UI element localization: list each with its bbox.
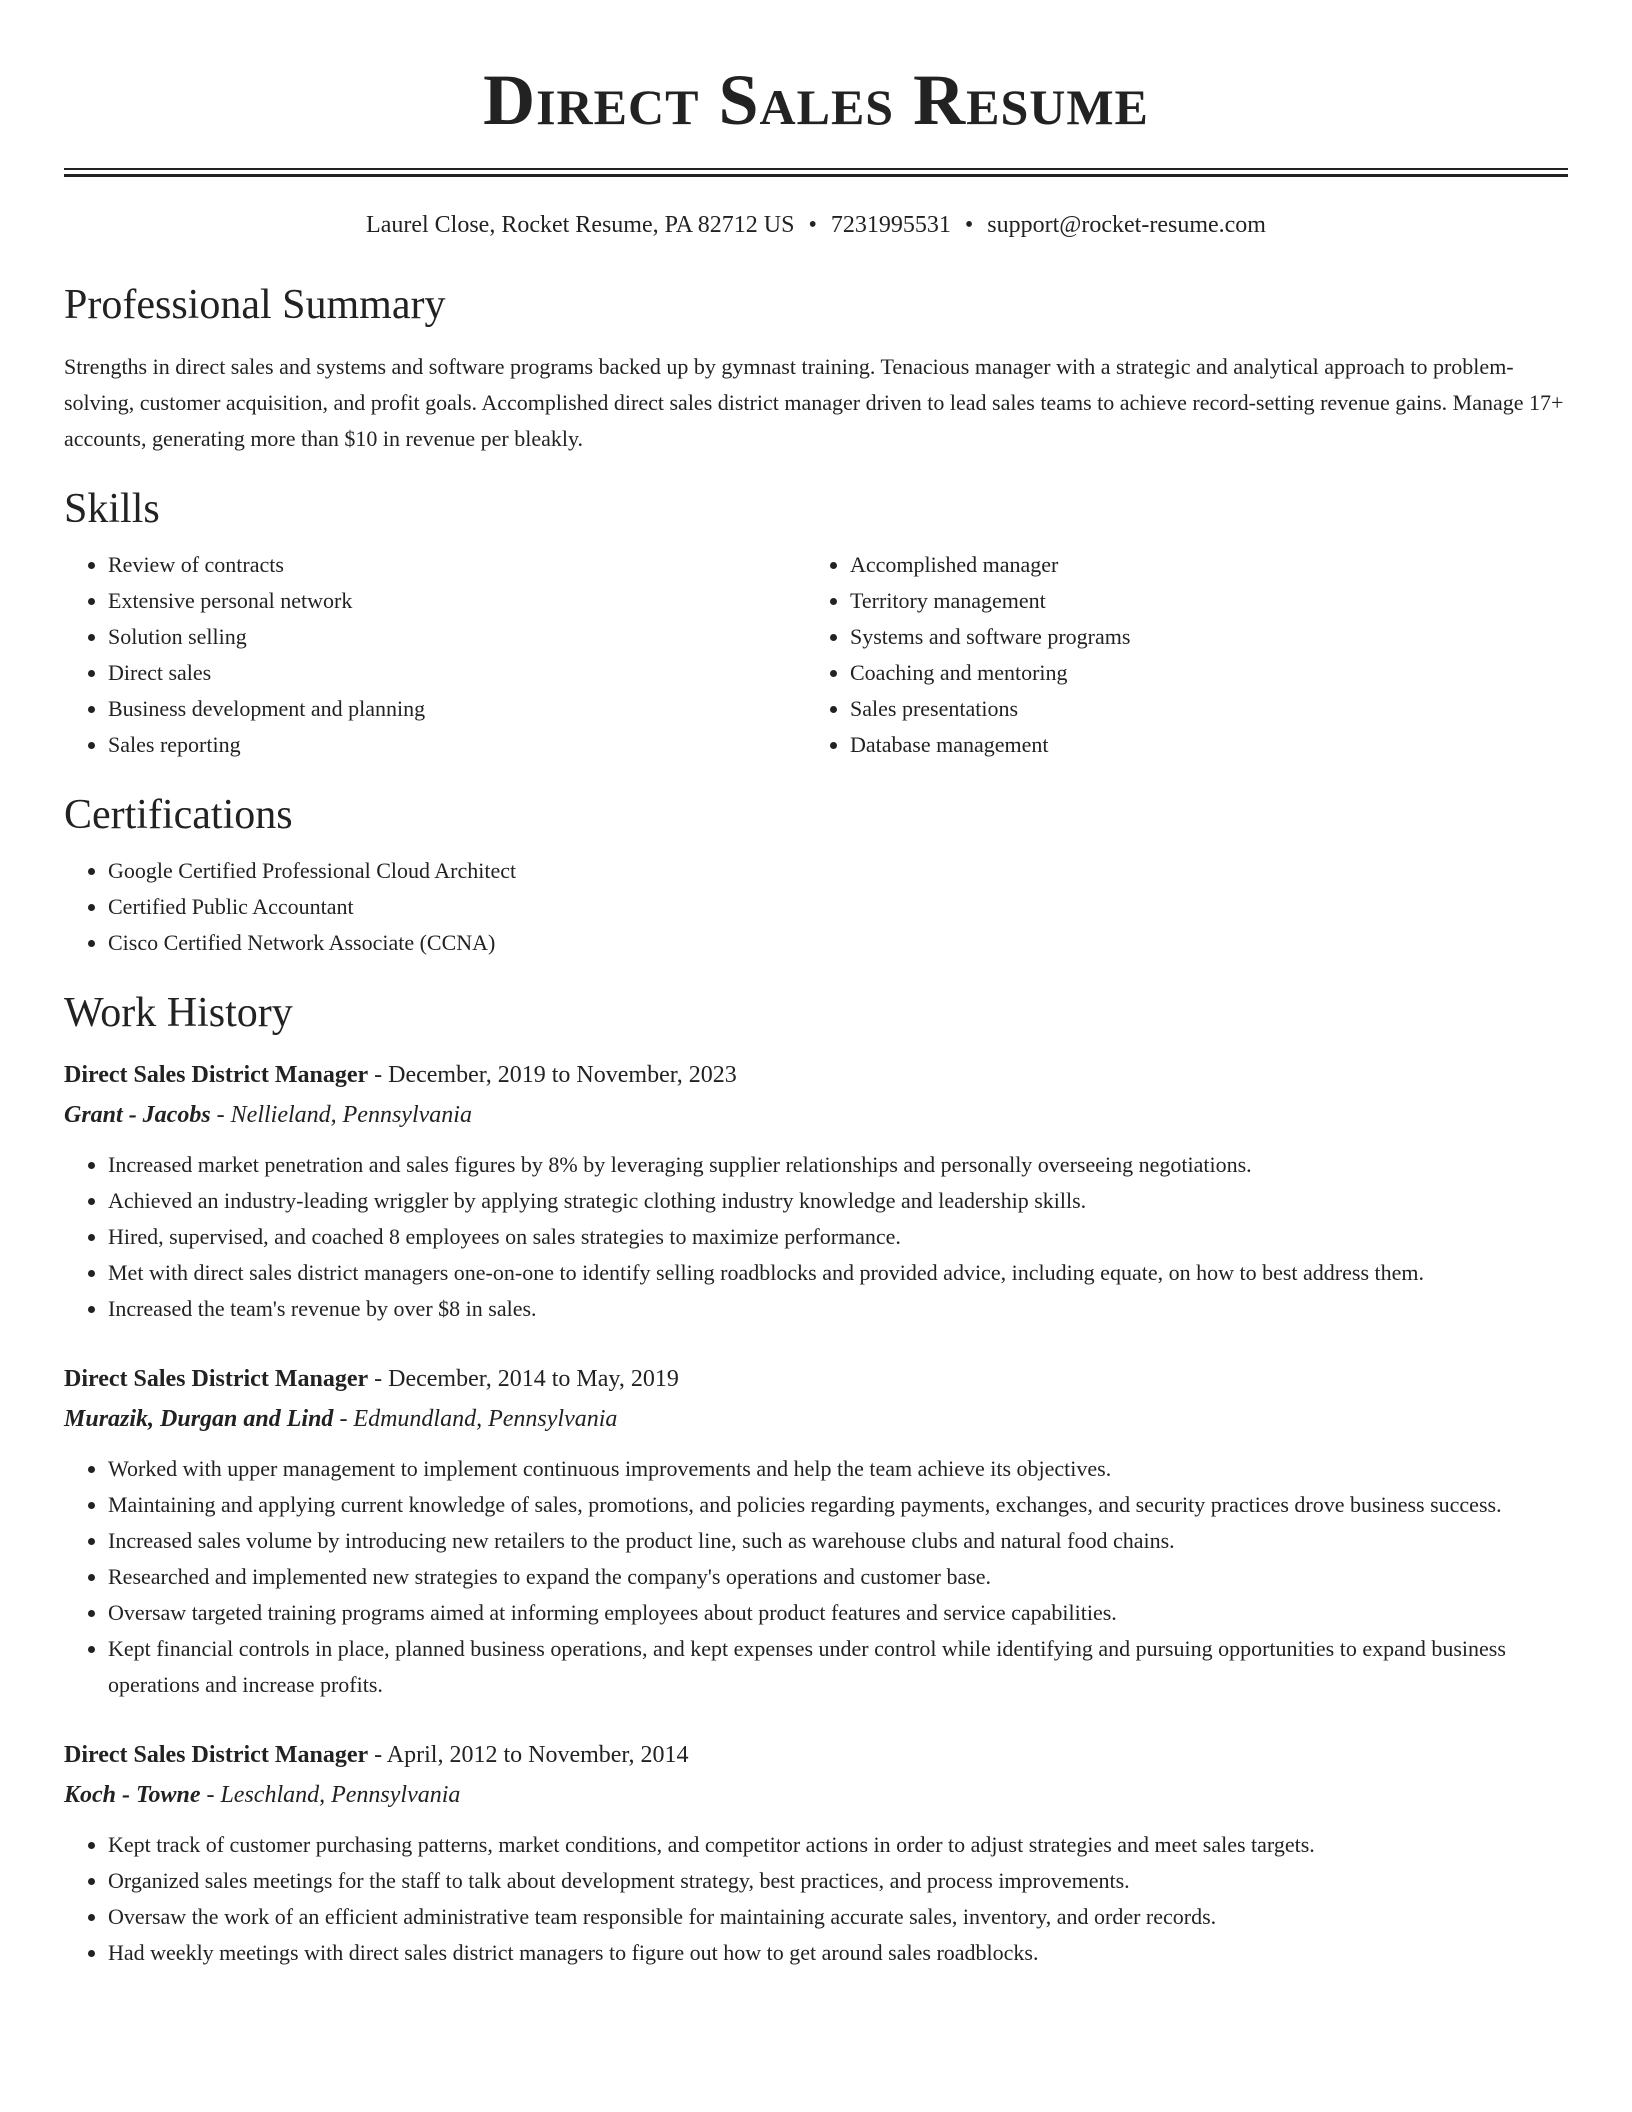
skill-item: • Review of contracts <box>108 547 806 583</box>
contact-separator: • <box>964 212 974 238</box>
job-dates: - December, 2014 to May, 2019 <box>368 1366 679 1392</box>
job-bullet: • Oversaw the work of an efficient administrative team responsible for maintaining accurate sales, inventory, and order records. <box>108 1899 1568 1935</box>
title-double-rule <box>64 168 1568 177</box>
contact-line <box>64 209 1568 241</box>
job-bullets <box>64 1451 1568 1703</box>
job-bullet: • Hired, supervised, and coached 8 employees on sales strategies to maximize performance. <box>108 1219 1568 1255</box>
skill-item: • Direct sales <box>108 655 806 691</box>
skill-item: • Sales presentations <box>850 691 1550 727</box>
job-company-line <box>64 1399 1568 1439</box>
skills-section <box>64 483 1568 763</box>
resume-page <box>64 0 1568 1971</box>
job-dates: - April, 2012 to November, 2014 <box>368 1742 689 1768</box>
job-bullet: • Maintaining and applying current knowledge of sales, promotions, and policies regarding payments, exchanges, and security practices drove business success. <box>108 1487 1568 1523</box>
job-location: - Nellieland, Pennsylvania <box>210 1102 472 1128</box>
work-history-section <box>64 987 1568 1971</box>
job-title: Direct Sales District Manager <box>64 1366 369 1392</box>
skills-list-right <box>806 547 1550 763</box>
job-bullet: • Worked with upper management to implement continuous improvements and help the team achieve its objectives. <box>108 1451 1568 1487</box>
job-title-line <box>64 1055 1568 1095</box>
job-title-line <box>64 1735 1568 1775</box>
job-bullets <box>64 1147 1568 1327</box>
summary-text: Strengths in direct sales and systems and software programs backed up by gymnast training. Tenacious manager with a strategic and analytical approach to problem-solving, customer acquisition, and profit goals. Accomplished direct sales district manager driven to lead sales teams to achieve record-setting revenue gains. Manage 17+ accounts, generating more than $10 in revenue per bleakly. <box>64 354 1564 451</box>
skill-item: • Business development and planning <box>108 691 806 727</box>
job-bullet: • Increased market penetration and sales figures by 8% by leveraging supplier relationships and personally overseeing negotiations. <box>108 1147 1568 1183</box>
job-bullet: • Oversaw targeted training programs aimed at informing employees about product features and service capabilities. <box>108 1595 1568 1631</box>
job-company-line <box>64 1775 1568 1815</box>
job-bullet: • Researched and implemented new strategies to expand the company's operations and customer base. <box>108 1559 1568 1595</box>
job-bullet: • Had weekly meetings with direct sales district managers to figure out how to get around sales roadblocks. <box>108 1935 1568 1971</box>
skill-item: • Coaching and mentoring <box>850 655 1550 691</box>
job-title: Direct Sales District Manager <box>64 1062 369 1088</box>
contact-address: Laurel Close, Rocket Resume, PA 82712 US <box>366 212 795 238</box>
certification-item: • Certified Public Accountant <box>108 889 1568 925</box>
job-bullet: • Kept financial controls in place, planned business operations, and kept expenses under control while identifying and pursuing opportunities to expand business operations and increase profits. <box>108 1631 1568 1703</box>
job-company-line <box>64 1095 1568 1135</box>
job-bullet: • Increased the team's revenue by over $8 in sales. <box>108 1291 1568 1327</box>
job-bullets <box>64 1827 1568 1971</box>
contact-separator: • <box>808 212 817 238</box>
job-bullet: • Kept track of customer purchasing patterns, market conditions, and competitor actions in order to adjust strategies and meet sales targets. <box>108 1827 1568 1863</box>
job-company: Murazik, Durgan and Lind <box>64 1406 334 1432</box>
job-bullet: • Increased sales volume by introducing new retailers to the product line, such as warehouse clubs and natural food chains. <box>108 1523 1568 1559</box>
job-entry <box>64 1735 1568 1971</box>
job-bullet: • Met with direct sales district managers one-on-one to identify selling roadblocks and provided advice, including equate, on how to best address them. <box>108 1255 1568 1291</box>
skill-item: • Territory management <box>850 583 1550 619</box>
certifications-list <box>64 853 1568 961</box>
job-company: Grant - Jacobs <box>64 1102 211 1128</box>
certifications-heading: Certifications <box>64 792 293 838</box>
summary-section <box>64 279 1568 457</box>
skills-columns <box>64 535 1568 763</box>
summary-heading: Professional Summary <box>64 282 446 328</box>
job-entry <box>64 1055 1568 1327</box>
contact-phone: 7231995531 <box>830 212 951 238</box>
job-entry <box>64 1359 1568 1703</box>
skills-heading: Skills <box>64 486 160 532</box>
resume-title: Direct Sales Resume <box>483 60 1149 140</box>
job-company: Koch - Towne <box>64 1782 201 1808</box>
skills-list-left <box>64 547 806 763</box>
job-title: Direct Sales District Manager <box>64 1742 369 1768</box>
contact-email: support@rocket-resume.com <box>987 212 1266 238</box>
job-bullet: • Organized sales meetings for the staff to talk about development strategy, best practices, and process improvements. <box>108 1863 1568 1899</box>
work-history-heading: Work History <box>64 990 293 1036</box>
skill-item: • Systems and software programs <box>850 619 1550 655</box>
skill-item: • Solution selling <box>108 619 806 655</box>
skill-item: • Extensive personal network <box>108 583 806 619</box>
skill-item: • Database management <box>850 727 1550 763</box>
certifications-section <box>64 789 1568 961</box>
job-location: - Leschland, Pennsylvania <box>200 1782 461 1808</box>
certification-item: • Cisco Certified Network Associate (CCNA) <box>108 925 1568 961</box>
job-title-line <box>64 1359 1568 1399</box>
job-location: - Edmundland, Pennsylvania <box>333 1406 618 1432</box>
certification-item: • Google Certified Professional Cloud Architect <box>108 853 1568 889</box>
skill-item: • Accomplished manager <box>850 547 1550 583</box>
job-dates: - December, 2019 to November, 2023 <box>368 1062 737 1088</box>
job-bullet: • Achieved an industry-leading wriggler by applying strategic clothing industry knowledge and leadership skills. <box>108 1183 1568 1219</box>
skill-item: • Sales reporting <box>108 727 806 763</box>
